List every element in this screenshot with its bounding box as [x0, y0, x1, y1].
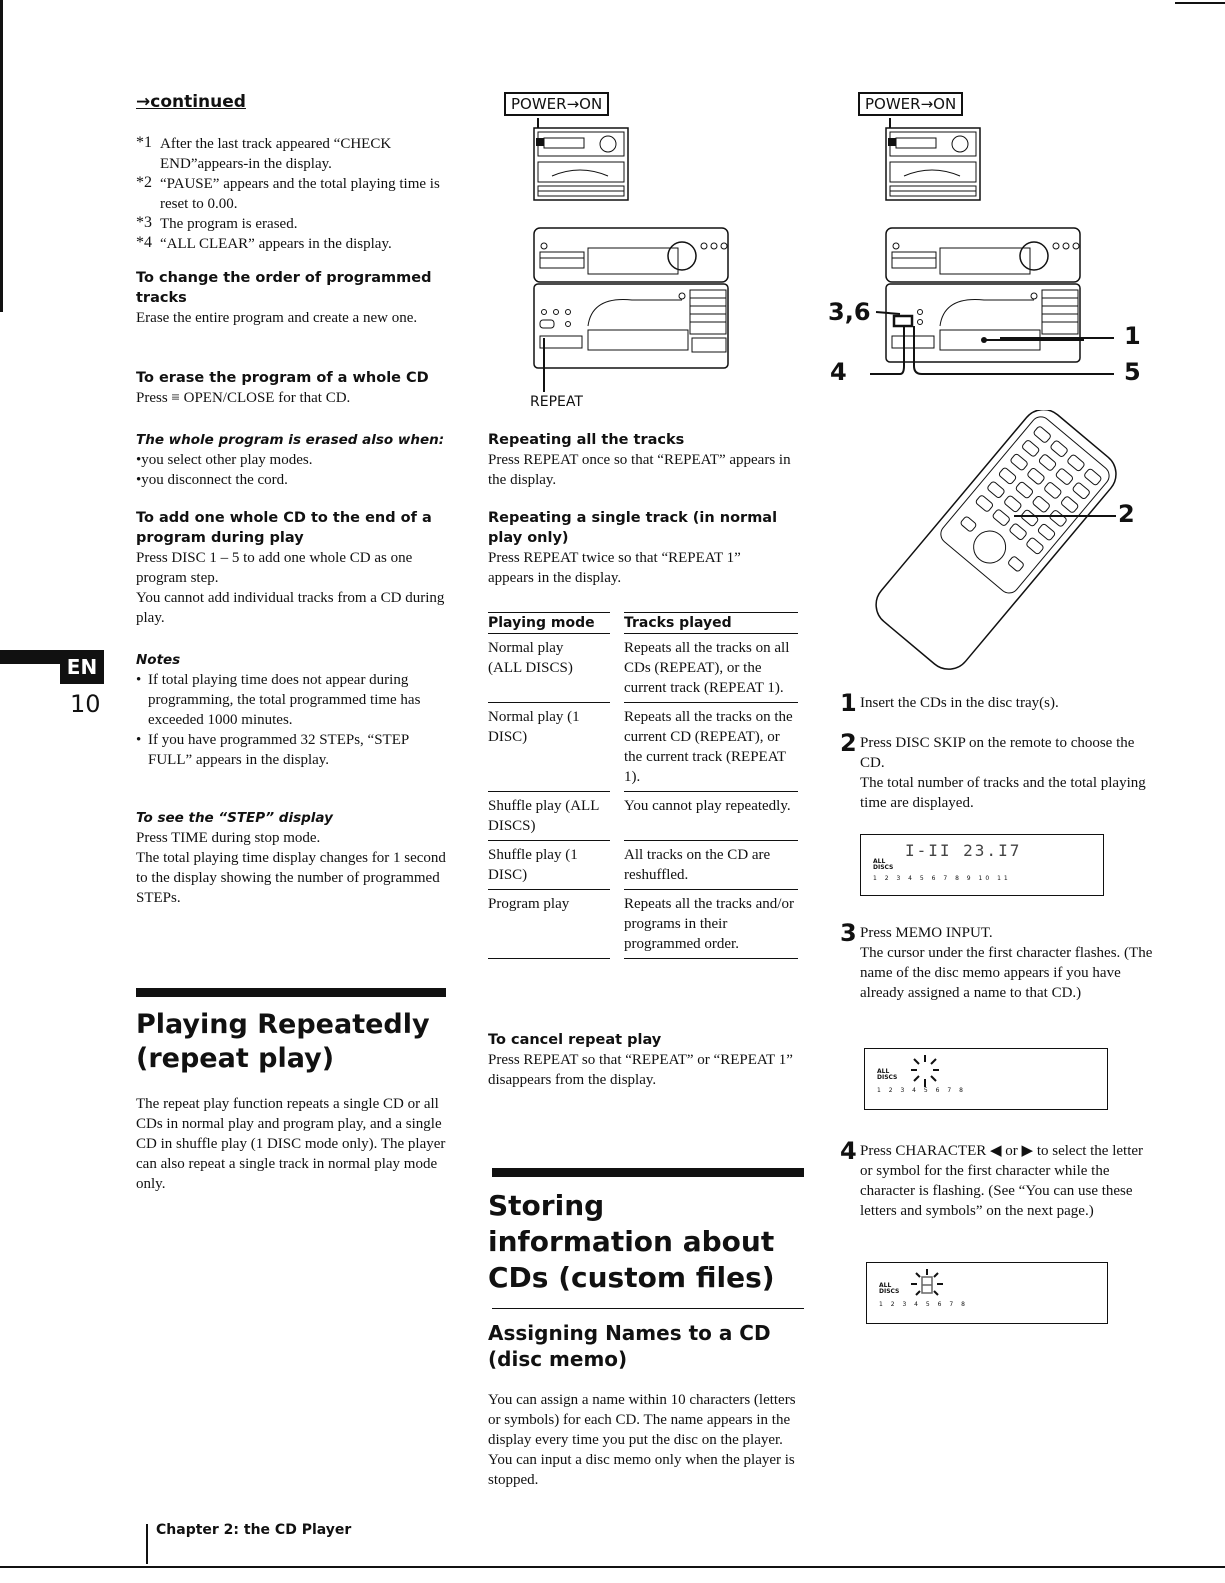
- table-header-row: [488, 613, 798, 634]
- section-text: You can assign a name within 10 characters (letters or symbols) for each CD. The name appears in the display every time you put the disc on the player. You can input a disc memo only when the player is stopped.: [488, 1392, 796, 1488]
- section-heading: The whole program is erased also when:: [136, 432, 445, 448]
- display-panel: [864, 1048, 1108, 1110]
- section-text: Press REPEAT twice so that “REPEAT 1” appears in the display.: [488, 550, 741, 586]
- step-number: 2: [840, 729, 857, 757]
- step-text: The total number of tracks and the total playing time are displayed.: [860, 775, 1146, 811]
- erased-when-section: [136, 430, 451, 490]
- table-cell: Repeats all the tracks on all CDs (REPEAT), or the current track (REPEAT 1).: [624, 634, 798, 703]
- section-heading: To erase the program of a whole CD: [136, 370, 429, 386]
- stereo-small-illustration: [882, 118, 986, 204]
- section-text: Press REPEAT once so that “REPEAT” appears in the display.: [488, 452, 791, 488]
- section-text: Press REPEAT so that “REPEAT” or “REPEAT 1” disappears from the display.: [488, 1052, 793, 1088]
- table-cell: Shuffle play (1 DISC): [488, 841, 610, 890]
- section-text: Erase the entire program and create a new one.: [136, 310, 418, 326]
- flashing-character-icon: [907, 1267, 947, 1303]
- section-text: You cannot add individual tracks from a CD during play.: [136, 590, 445, 626]
- footnote: [136, 234, 451, 254]
- section-text: Press ≡ OPEN/CLOSE for that CD.: [136, 390, 351, 406]
- callout-label: 1: [1124, 322, 1141, 350]
- left-margin-bar: [0, 0, 3, 312]
- footnote-text: The program is erased.: [160, 216, 298, 232]
- stereo-small-illustration: [530, 118, 634, 204]
- step-text: Press DISC SKIP on the remote to choose the CD.: [860, 735, 1135, 771]
- footnote-list: [136, 134, 451, 254]
- track-numbers: 1 2 3 4 5 6 7 8 9 10 11: [873, 875, 1011, 882]
- display-panel: [860, 834, 1104, 896]
- side-tab-stripe: [0, 650, 60, 664]
- footnote: [136, 134, 451, 174]
- table-cell: All tracks on the CD are reshuffled.: [624, 841, 798, 890]
- stereo-front-illustration: [532, 226, 732, 394]
- notes-section: [136, 650, 451, 770]
- display-readout: I-II 23.I7: [905, 841, 1022, 860]
- column-gap: [610, 792, 624, 841]
- table-cell: You cannot play repeatedly.: [624, 792, 798, 841]
- table-cell: Program play: [488, 890, 610, 959]
- table-cell: Repeats all the tracks on the current CD (REPEAT), or the current track (REPEAT 1).: [624, 703, 798, 792]
- section-bar: [492, 1168, 804, 1177]
- step-item: [840, 730, 1160, 813]
- section-title-repeat: Playing Repeatedly (repeat play): [136, 1009, 430, 1074]
- table-cell: Normal play (1 DISC): [488, 703, 610, 792]
- column-gap: [610, 890, 624, 959]
- section-heading: Repeating all the tracks: [488, 432, 685, 448]
- step-text: Press MEMO INPUT.: [860, 925, 993, 941]
- footnote-text: “ALL CLEAR” appears in the display.: [160, 236, 392, 252]
- section-title-storing: Storing information about CDs (custom files): [488, 1189, 775, 1294]
- table-row: [488, 703, 798, 792]
- notes-heading: Notes: [136, 652, 181, 668]
- remote-control-illustration: [854, 410, 1124, 670]
- table-row: [488, 792, 798, 841]
- change-order-section: [136, 268, 451, 328]
- table-row: [488, 634, 798, 703]
- all-discs-indicator: ALL DISCS: [879, 1282, 900, 1295]
- section-rule: [492, 1308, 804, 1309]
- step-number: 4: [840, 1137, 857, 1165]
- column-gap: [610, 634, 624, 703]
- bottom-rule: [0, 1566, 1225, 1568]
- footer-divider: [146, 1524, 148, 1564]
- repeat-single-section: [488, 508, 788, 588]
- section-text: Press DISC 1 – 5 to add one whole CD as one program step.: [136, 550, 413, 586]
- callout-label: 3,6: [828, 298, 871, 326]
- section-heading: To see the “STEP” display: [136, 810, 333, 826]
- cancel-repeat-section: [488, 1030, 798, 1090]
- list-item: • you select other play modes.: [136, 450, 451, 470]
- callout-label: 4: [830, 358, 847, 386]
- section-heading: To add one whole CD to the end of a program during play: [136, 510, 432, 546]
- footnote-mark: *2: [136, 174, 152, 191]
- section-title-assigning: Assigning Names to a CD (disc memo): [488, 1321, 771, 1371]
- table-cell: Shuffle play (ALL DISCS): [488, 792, 610, 841]
- step-item: [840, 690, 1160, 716]
- chapter-footer: Chapter 2: the CD Player: [156, 1522, 352, 1538]
- language-tab: EN: [60, 650, 104, 684]
- top-right-rule: [1175, 2, 1225, 4]
- footnote: [136, 214, 451, 234]
- table-row: [488, 841, 798, 890]
- repeat-button-label: REPEAT: [530, 394, 583, 410]
- callout-label: 2: [1118, 500, 1135, 528]
- list-item: • If you have programmed 32 STEPs, “STEP FULL” appears in the display.: [136, 730, 451, 770]
- footnote-text: After the last track appeared “CHECK END”appears-in the display.: [160, 136, 392, 172]
- playing-mode-table: [488, 612, 798, 959]
- page-number: 10: [70, 690, 101, 718]
- all-discs-indicator: ALL DISCS: [877, 1068, 898, 1081]
- step-item: [840, 1138, 1150, 1221]
- column-header: Tracks played: [624, 613, 798, 634]
- track-numbers: 1 2 3 4 5 6 7 8: [877, 1087, 966, 1094]
- section-text: Press TIME during stop mode.: [136, 830, 321, 846]
- step-item: [840, 920, 1160, 1003]
- table-row: [488, 890, 798, 959]
- callout-lines: [870, 300, 1120, 380]
- step-number: 3: [840, 919, 857, 947]
- list-item: • If total playing time does not appear during programming, the total programmed time has exceeded 1000 minutes.: [136, 670, 451, 730]
- footnote-mark: *1: [136, 134, 152, 151]
- footnote-mark: *3: [136, 214, 152, 231]
- repeat-all-section: [488, 430, 808, 490]
- section-heading: To cancel repeat play: [488, 1032, 662, 1048]
- footnote-text: “PAUSE” appears and the total playing time is reset to 0.00.: [160, 176, 440, 212]
- callout-label: 5: [1124, 358, 1141, 386]
- track-numbers: 1 2 3 4 5 6 7 8: [879, 1301, 968, 1308]
- section-heading: Repeating a single track (in normal play only): [488, 510, 778, 546]
- table-cell: Normal play (ALL DISCS): [488, 634, 610, 703]
- add-cd-section: [136, 508, 451, 628]
- footnote-mark: *4: [136, 234, 152, 251]
- column-gap: [610, 841, 624, 890]
- step-text: The cursor under the first character flashes. (The name of the disc memo appears if you have already assigned a name to that CD.): [860, 945, 1153, 1001]
- all-discs-indicator: ALL DISCS: [873, 858, 894, 871]
- column-gap: [610, 613, 624, 634]
- footnote: [136, 174, 451, 214]
- step-text: Press CHARACTER ◀ or ▶ to select the letter or symbol for the first character while the character is flashing. (See “You can use these letters and symbols” on the next page.): [860, 1143, 1144, 1219]
- section-text: The repeat play function repeats a single CD or all CDs in normal play and program play, and a single CD in shuffle play (1 DISC mode only). The player can also repeat a single track in normal play mode only.: [136, 1096, 446, 1192]
- column-gap: [610, 703, 624, 792]
- step-display-section: [136, 808, 451, 908]
- column-header: Playing mode: [488, 613, 610, 634]
- section-text: The total playing time display changes for 1 second to the display showing the number of programmed STEPs.: [136, 850, 446, 906]
- power-on-label: POWER→ON: [504, 92, 609, 116]
- section-bar: [136, 988, 446, 997]
- continued-label: →continued: [136, 92, 246, 112]
- display-panel: [866, 1262, 1108, 1324]
- list-item: • you disconnect the cord.: [136, 470, 451, 490]
- power-on-label: POWER→ON: [858, 92, 963, 116]
- erase-cd-section: [136, 368, 451, 408]
- flashing-cursor-icon: [905, 1053, 945, 1089]
- step-text: Insert the CDs in the disc tray(s).: [860, 695, 1059, 711]
- table-cell: Repeats all the tracks and/or programs in their programmed order.: [624, 890, 798, 959]
- step-number: 1: [840, 689, 857, 717]
- section-heading: To change the order of programmed tracks: [136, 270, 432, 306]
